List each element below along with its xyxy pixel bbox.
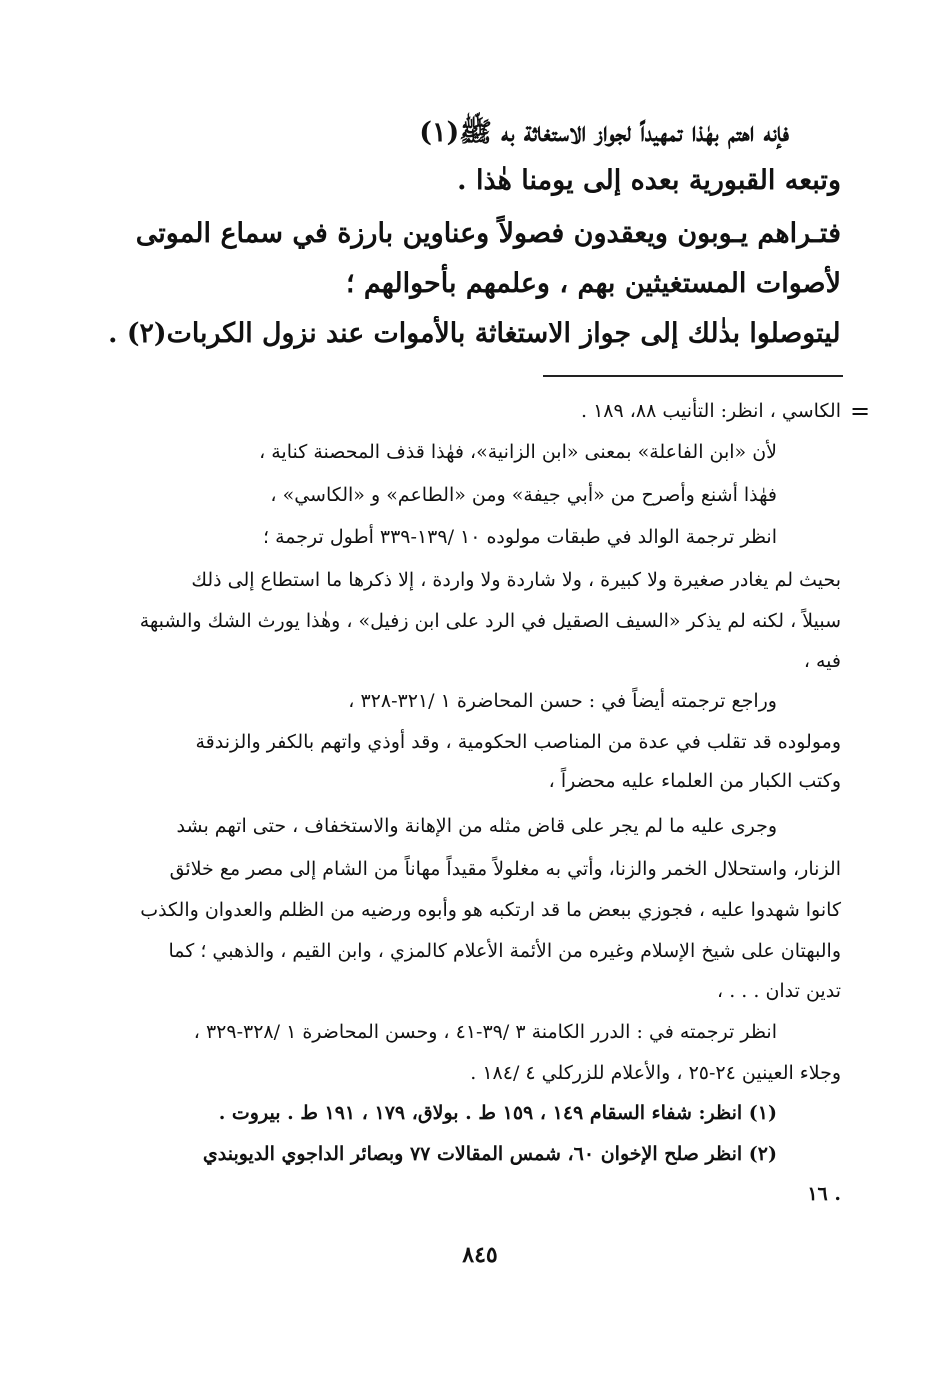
footnote-text-line: تدين تدان . . . ،	[717, 980, 841, 1002]
footnote-text-line: وجلاء العينين ٢٤-٢٥ ، والأعلام للزركلي ٤ /١٨٤ .	[470, 1062, 841, 1084]
footnote-text-line: ومولوده قد تقلب في عدة من المناصب الحكومية ، وقد أوذي واتهم بالكفر والزندقة	[195, 731, 841, 753]
footnote-text-line: بحيث لم يغادر صغيرة ولا كبيرة ، ولا شاردة ولا واردة ، إلا ذكرها ما استطاع إلى ذلك	[191, 569, 841, 591]
footnote-text-line: وجرى عليه ما لم يجر على قاض مثله من الإهانة والاستخفاف ، حتى اتهم بشد	[176, 815, 777, 837]
footnote-text-line: كانوا شهدوا عليه ، فجوزي ببعض ما قد ارتكبه هو وأبوه ورضيه من الظلم والعدوان والكذب	[140, 899, 841, 921]
footnote-text-line: وكتب الكبار من العلماء عليه محضراً ،	[548, 770, 841, 792]
main-text-line: فتـراهم يـوبون ويعقدون فصولاً وعناوين بارزة في سماع الموتى	[135, 218, 841, 249]
continuation-mark: =	[850, 397, 871, 425]
footnote-text-line: والبهتان على شيخ الإسلام وغيره من الأئمة الأعلام كالمزي ، وابن القيم ، والذهبي ؛ كما	[168, 940, 841, 962]
footnote-text-line: الزنار، واستحلال الخمر والزنا، وأتي به مغلولاً مقيداً مهاناً من الشام إلى مصر مع خلائق	[169, 858, 841, 880]
footnote-text-line: فيه ،	[803, 650, 841, 672]
footnote-text-line: انظر ترجمته في : الدرر الكامنة ٣ /٣٩-٤١ ، وحسن المحاضرة ١ /٣٢٨-٣٢٩ ،	[193, 1021, 777, 1043]
footnote-text-line: سبيلاً ، لكنه لم يذكر «السيف الصقيل في الرد على ابن زفيل» ، وهٰذا يورث الشك والشبهة	[139, 610, 841, 632]
footnote-text-line: انظر ترجمة الوالد في طبقات مولوده ١٠ /١٣٩-٣٣٩ أطول ترجمة ؛	[263, 526, 777, 548]
main-text-line: فإنه اهتم بهٰذا تمهيداً لجواز الاستغاثة به ﷺ(١)	[419, 117, 789, 148]
footnote-text-line: لأن «ابن الفاعلة» بمعنى «ابن الزانية»، فهٰذا قذف المحصنة كناية ،	[259, 441, 777, 463]
footnote-text-line: وراجع ترجمته أيضاً في : حسن المحاضرة ١ /٣٢١-٣٢٨ ،	[348, 690, 777, 712]
footnote-text-line: فهٰذا أشنع وأصرح من «أبي جيفة» ومن «الطاعم» و «الكاسي» ،	[270, 484, 777, 506]
footnote-text-line: الكاسي ، انظر: التأنيب ٨٨، ١٨٩ .	[580, 400, 841, 422]
footnote-2: (٢) انظر صلح الإخوان ٦٠، شمس المقالات ٧٧ وبصائر الداجوي الديوبندي	[202, 1143, 777, 1165]
footnote-separator	[543, 375, 843, 377]
footnote-1: (١) انظر: شفاء السقام ١٤٩ ، ١٥٩ ط . بولاق، ١٧٩ ، ١٩١ ط . بيروت .	[218, 1102, 777, 1124]
main-text-line: لأصوات المستغيثين بهم ، وعلمهم بأحوالهم ؛	[345, 268, 841, 299]
main-text-line: ليتوصلوا بذٰلك إلى جواز الاستغاثة بالأموات عند نزول الكربات(٢) .	[108, 318, 842, 349]
main-text-line: وتبعه القبورية بعده إلى يومنا هٰذا .	[457, 165, 841, 196]
page-number: ٨٤٥	[462, 1242, 498, 1268]
footnote-2-continuation: ١٦ .	[807, 1183, 841, 1205]
